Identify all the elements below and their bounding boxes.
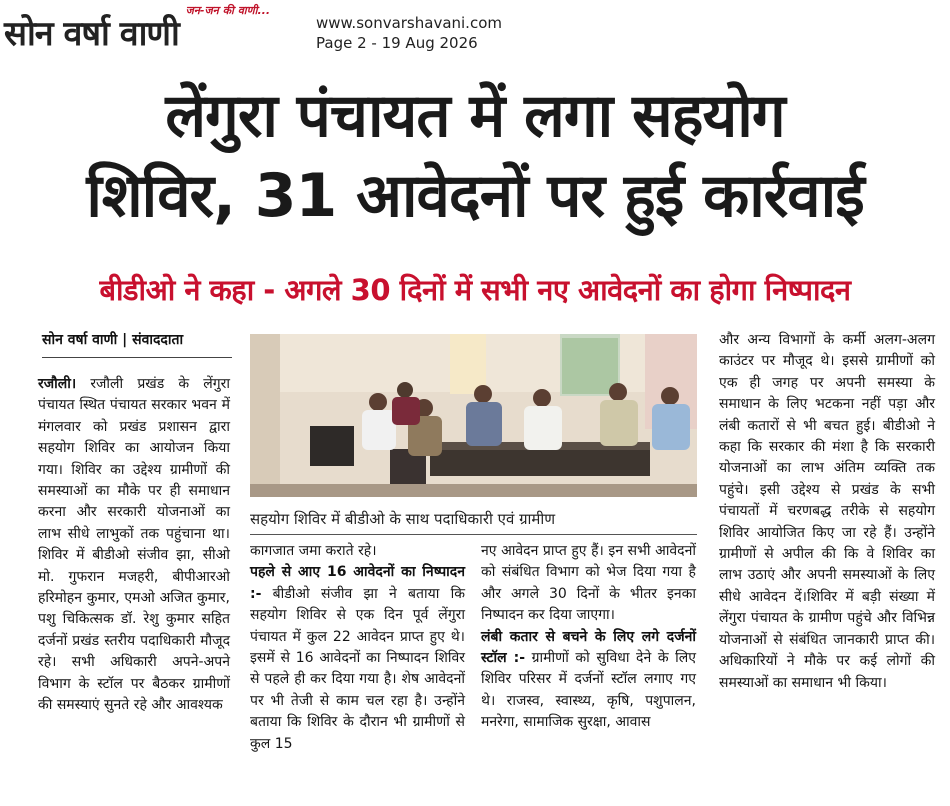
dateline: रजौली। [38,376,77,392]
article-column-1 [38,374,230,717]
logo-wordmark: सोन वर्षा वाणी [4,14,179,54]
headline-line-2: शिविर, 31 आवेदनों पर हुई कार्रवाई [86,161,864,231]
article-subheadline: बीडीओ ने कहा - अगले 30 दिनों में सभी नए आवेदनों का होगा निष्पादन [99,273,851,307]
masthead [0,0,950,64]
column-1-text: रजौली प्रखंड के लेंगुरा पंचायत स्थित पंचायत सरकार भवन में मंगलवार को प्रखंड प्रशासन द्वारा सहयोग शिविर का आयोजन किया गया। शिविर का उद्देश्य ग्रामीणों की समस्याओं का मौके पर ही समाधान करना और सरकारी योजनाओं का लाभ सीधे लाभुकों तक पहुंचाना था।शिविर में बीडीओ संजीव झा, सीओ मो. गुफरान मजहरी, बीपीआरओ हरिमोहन कुमार, एमओ अजित कुमार, पशु चिकित्सक डॉ. रेशु कुमार सहित दर्जनों प्रखंड स्तरीय पदाधिकारी मौजूद रहे। सभी अधिकारी अपने-अपने विभाग के स्टॉल पर बैठकर ग्रामीणों की समस्याएं सुनते रहे और आवश्यक [38,376,230,714]
headline-line-1: लेंगुरा पंचायत में लगा सहयोग [165,81,785,151]
column-3-intro: नए आवेदन प्राप्त हुए हैं। इन सभी आवेदनों को संबंधित विभाग को भेज दिया गया है और अगले 30 दिनों के भीतर इनका निष्पादन कर दिया जाएगा। [481,543,696,624]
photo-caption: सहयोग शिविर में बीडीओ के साथ पदाधिकारी एवं ग्रामीण [250,510,556,528]
newspaper-logo[interactable] [4,4,300,56]
article-column-3 [481,541,696,734]
site-meta [316,13,502,53]
article-column-2 [250,541,465,755]
camp-photo-illustration [250,334,697,497]
news-photo [250,334,697,497]
byline: सोन वर्षा वाणी | संवाददाता [42,332,184,348]
article-headline [0,76,950,236]
section-heading-stalls: लंबी कतार से बचने के लिए लगे दर्जनों स्टॉल :- [481,628,696,667]
column-2-intro: कागजात जमा कराते रहे। [250,543,377,559]
column-2-text: बीडीओ संजीव झा ने बताया कि सहयोग शिविर से एक दिन पूर्व लेंगुरा पंचायत में कुल 22 आवेदन प्राप्त हुए थे। इसमें से 16 आवेदनों का निष्पादन शिविर से पहले ही कर दिया गया है। शेष आवेदनों पर भी तेजी से काम चल रहा है। उन्होंने बताया कि शिविर के दौरान भी ग्रामीणों से कुल 15 [250,585,465,752]
page-info: Page 2 - 19 Aug 2026 [316,34,478,52]
byline-divider [42,357,232,358]
article-column-4 [719,330,935,694]
logo-tagline: जन-जन की वाणी... [185,4,270,17]
section-heading-pending-applications: पहले से आए 16 आवेदनों का निष्पादन :- [250,564,465,602]
website-url[interactable]: www.sonvarshavani.com [316,14,502,32]
caption-divider [250,534,697,535]
column-4-text: और अन्य विभागों के कर्मी अलग-अलग काउंटर पर मौजूद थे। इससे ग्रामीणों को एक ही जगह पर अपनी समस्या के समाधान के लिए भटकना नहीं पड़ा और लंबी कतारों से भी बचत हुई। बीडीओ ने कहा कि सरकार की मंशा है कि सरकारी योजनाओं का लाभ अंतिम व्यक्ति तक पहुंचे। इसी उद्देश्य से प्रखंड के सभी पंचायतों में चरणबद्ध तरीके से सहयोग शिविर आयोजित किए जा रहे हैं। उन्होंने ग्रामीणों से अपील की कि वे शिविर का लाभ उठाएं और अपनी समस्याओं के लिए सीधे आवेदन दें।शिविर में बड़ी संख्या में लेंगुरा पंचायत के ग्रामीण पहुंचे और विभिन्न योजनाओं से संबंधित जानकारी प्राप्त की। अधिकारियों ने मौके पर कई लोगों की समस्याओं का समाधान भी किया। [719,332,935,691]
column-3-text: ग्रामीणों को सुविधा देने के लिए शिविर परिसर में दर्जनों स्टॉल लगाए गए थे। राजस्व, स्वास्थ्य, कृषि, पशुपालन, मनरेगा, सामाजिक सुरक्षा, आवास [481,650,697,731]
